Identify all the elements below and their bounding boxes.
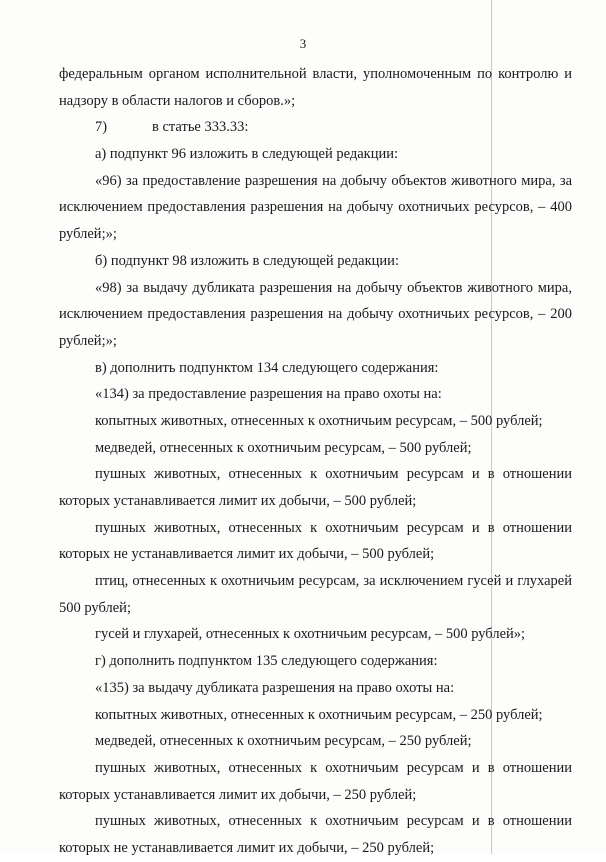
text-line-content: рублей;»; xyxy=(59,332,117,349)
text-line-content: а) подпункт 96 изложить в следующей редакции: xyxy=(95,146,399,163)
text-line-content: которых не устанавливается лимит их добычи, – 500 рублей; xyxy=(59,546,435,563)
text-line-content: в) дополнить подпунктом 134 следующего содержания: xyxy=(95,359,439,376)
text-line xyxy=(59,88,572,115)
text-line-content: 500 рублей; xyxy=(59,599,131,616)
text-line xyxy=(59,328,572,355)
text-line-content: в статье 333.33: xyxy=(152,119,249,136)
text-line xyxy=(59,702,572,729)
text-line xyxy=(59,301,572,328)
text-line-content: исключением предоставления разрешения на добычу охотничьих ресурсов, – 200 xyxy=(59,306,572,323)
text-line xyxy=(59,381,572,408)
text-line xyxy=(59,835,572,862)
text-line xyxy=(59,755,572,782)
text-line-content: пушных животных, отнесенных к охотничьим ресурсам и в отношении xyxy=(95,466,572,483)
text-line xyxy=(59,808,572,835)
text-line xyxy=(59,194,572,221)
text-line xyxy=(59,568,572,595)
text-line-content: медведей, отнесенных к охотничьим ресурсам, – 250 рублей; xyxy=(95,733,472,750)
text-line-content: исключением предоставления разрешения на добычу охотничьих ресурсов, – 400 xyxy=(59,199,572,216)
text-line xyxy=(59,461,572,488)
text-line xyxy=(59,141,572,168)
text-line-content: копытных животных, отнесенных к охотничьим ресурсам, – 500 рублей; xyxy=(95,412,543,429)
text-line-content: которых устанавливается лимит их добычи, – 250 рублей; xyxy=(59,786,417,803)
text-line-content: пушных животных, отнесенных к охотничьим ресурсам и в отношении xyxy=(95,519,572,536)
text-line-content: которых устанавливается лимит их добычи, – 500 рублей; xyxy=(59,493,417,509)
text-line xyxy=(59,728,572,755)
text-line xyxy=(59,595,572,622)
text-line xyxy=(59,61,572,88)
text-line-content: «135) за выдачу дубликата разрешения на право охоты на: xyxy=(95,679,455,696)
text-line xyxy=(59,275,572,302)
text-line xyxy=(59,621,572,648)
text-line-content: «96) за предоставление разрешения на добычу объектов животного мира, за xyxy=(95,172,572,189)
text-line-content: копытных животных, отнесенных к охотничьим ресурсам, – 250 рублей; xyxy=(95,706,543,723)
text-line-content: рублей;»; xyxy=(59,226,117,243)
text-line-content: б) подпункт 98 изложить в следующей редакции: xyxy=(95,252,399,269)
text-line xyxy=(59,488,572,515)
text-line-content: гусей и глухарей, отнесенных к охотничьим ресурсам, – 500 рублей»; xyxy=(95,626,526,643)
text-line-content: надзору в области налогов и сборов.»; xyxy=(59,92,296,109)
text-line-content: пушных животных, отнесенных к охотничьим ресурсам и в отношении xyxy=(95,759,572,776)
text-line xyxy=(59,114,572,141)
text-line xyxy=(59,168,572,195)
text-line xyxy=(59,248,572,275)
text-line-content: г) дополнить подпунктом 135 следующего содержания: xyxy=(95,653,438,670)
page-number: 3 xyxy=(299,36,307,51)
text-line-content: «98) за выдачу дубликата разрешения на добычу объектов животного мира, xyxy=(95,279,572,296)
text-line xyxy=(59,435,572,462)
text-line xyxy=(59,221,572,248)
text-line xyxy=(59,355,572,382)
text-line-content: федеральным органом исполнительной власти, уполномоченным по контролю и xyxy=(59,66,572,82)
text-line xyxy=(59,782,572,809)
text-line xyxy=(59,541,572,568)
text-line-content: пушных животных, отнесенных к охотничьим ресурсам и в отношении xyxy=(95,813,572,830)
text-line-content: «134) за предоставление разрешения на право охоты на: xyxy=(95,386,442,403)
text-line xyxy=(59,648,572,675)
list-number: 7) xyxy=(95,119,108,136)
text-line-content: которых не устанавливается лимит их добычи, – 250 рублей; xyxy=(59,839,435,856)
text-line xyxy=(59,408,572,435)
text-line xyxy=(59,515,572,542)
text-line xyxy=(59,675,572,702)
document-body xyxy=(59,61,572,862)
text-line-content: птиц, отнесенных к охотничьим ресурсам, за исключением гусей и глухарей xyxy=(95,573,572,590)
text-line-content: медведей, отнесенных к охотничьим ресурсам, – 500 рублей; xyxy=(95,439,472,456)
